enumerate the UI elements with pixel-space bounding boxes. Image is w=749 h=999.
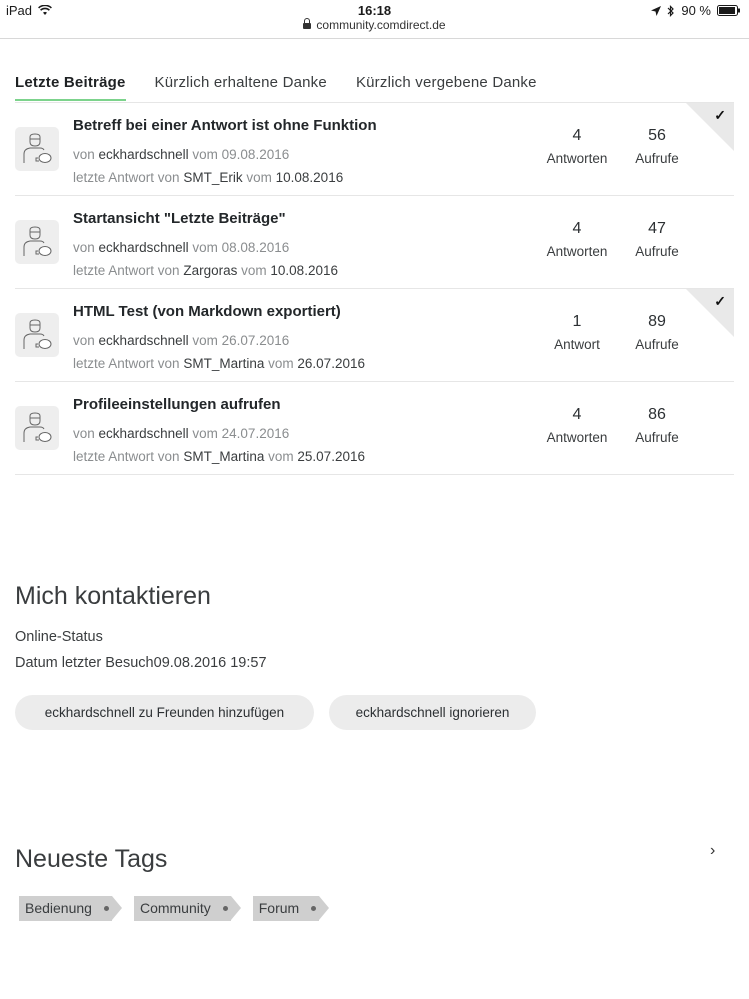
date-prefix: vom	[241, 263, 267, 278]
post-row[interactable]	[15, 381, 734, 475]
post-author-line	[73, 240, 289, 255]
post-date: 08.08.2016	[221, 240, 290, 255]
checkmark-icon: ✓	[714, 107, 726, 123]
post-title[interactable]: Betreff bei einer Antwort ist ohne Funktion	[73, 117, 377, 134]
post-author-line	[73, 147, 289, 162]
chevron-right-icon[interactable]: ›	[710, 842, 716, 859]
last-reply-prefix: letzte Antwort von	[73, 356, 180, 371]
last-reply-prefix: letzte Antwort von	[73, 449, 180, 464]
answer-number: 4	[572, 127, 582, 144]
last-reply-line	[73, 170, 343, 185]
by-prefix: von	[73, 426, 95, 441]
tag-item[interactable]	[253, 896, 319, 921]
answer-count	[532, 220, 622, 259]
view-label: Aufrufe	[635, 151, 679, 166]
post-author[interactable]: eckhardschnell	[98, 240, 189, 255]
by-prefix: von	[73, 333, 95, 348]
post-author[interactable]: eckhardschnell	[98, 426, 189, 441]
url-text: community.comdirect.de	[316, 18, 446, 32]
view-number: 56	[648, 127, 666, 144]
tag-label: Forum	[258, 900, 300, 916]
user-avatar-icon	[21, 226, 53, 258]
last-reply-author[interactable]: SMT_Martina	[183, 356, 265, 371]
date-prefix: vom	[192, 240, 218, 255]
tag-label: Community	[139, 900, 211, 916]
online-status-label: Online-Status	[15, 629, 103, 645]
last-visit-value: 09.08.2016 19:57	[153, 655, 267, 671]
last-visit	[15, 655, 267, 671]
tab-received-thanks[interactable]	[155, 74, 327, 101]
post-date: 09.08.2016	[221, 147, 290, 162]
answer-label: Antworten	[546, 430, 608, 445]
by-prefix: von	[73, 147, 95, 162]
tab-given-thanks[interactable]	[356, 74, 537, 101]
tag-hole-icon	[104, 906, 109, 911]
tags-section-title: Neueste Tags	[15, 845, 168, 873]
last-reply-date: 10.08.2016	[275, 170, 344, 185]
user-avatar-icon	[21, 319, 53, 351]
avatar	[15, 313, 59, 357]
post-title[interactable]: Startansicht "Letzte Beiträge"	[73, 210, 286, 227]
last-reply-line	[73, 449, 365, 464]
user-avatar-icon	[21, 412, 53, 444]
browser-divider	[0, 38, 749, 39]
solved-corner	[686, 289, 734, 337]
date-prefix: vom	[246, 170, 272, 185]
tab-label: Kürzlich vergebene Danke	[355, 74, 537, 91]
view-label: Aufrufe	[635, 430, 679, 445]
view-label: Aufrufe	[635, 337, 679, 352]
view-count	[612, 406, 702, 445]
avatar	[15, 406, 59, 450]
answer-number: 4	[572, 220, 582, 237]
last-reply-prefix: letzte Antwort von	[73, 263, 180, 278]
last-reply-author[interactable]: SMT_Martina	[183, 449, 265, 464]
tab-latest-posts[interactable]	[15, 74, 126, 101]
clock: 16:18	[357, 3, 392, 18]
user-avatar-icon	[21, 133, 53, 165]
last-reply-line	[73, 263, 338, 278]
post-author-line	[73, 426, 289, 441]
add-friend-button[interactable]: eckhardschnell zu Freunden hinzufügen	[15, 695, 314, 730]
avatar	[15, 220, 59, 264]
last-visit-label: Datum letzter Besuch	[15, 655, 154, 671]
answer-count	[532, 127, 622, 166]
date-prefix: vom	[192, 333, 218, 348]
view-count	[612, 220, 702, 259]
answer-number: 1	[572, 313, 582, 330]
answer-label: Antworten	[546, 244, 608, 259]
post-author[interactable]: eckhardschnell	[98, 147, 189, 162]
post-title[interactable]: HTML Test (von Markdown exportiert)	[73, 303, 341, 320]
post-list	[15, 102, 734, 475]
checkmark-icon: ✓	[714, 293, 726, 309]
view-number: 89	[648, 313, 666, 330]
solved-corner	[686, 103, 734, 151]
date-prefix: vom	[192, 147, 218, 162]
post-tabs	[15, 74, 566, 101]
last-reply-date: 26.07.2016	[297, 356, 365, 371]
answer-count	[532, 313, 622, 352]
avatar	[15, 127, 59, 171]
tag-hole-icon	[223, 906, 228, 911]
answer-label: Antworten	[546, 151, 608, 166]
last-reply-date: 25.07.2016	[297, 449, 365, 464]
by-prefix: von	[73, 240, 95, 255]
post-author[interactable]: eckhardschnell	[98, 333, 189, 348]
last-reply-prefix: letzte Antwort von	[73, 170, 180, 185]
tab-label: Letzte Beiträge	[15, 74, 126, 91]
post-author-line	[73, 333, 289, 348]
view-label: Aufrufe	[635, 244, 679, 259]
lock-icon	[303, 23, 311, 29]
contact-section-title: Mich kontaktieren	[15, 582, 211, 610]
last-reply-author[interactable]: Zargoras	[183, 263, 238, 278]
url-bar[interactable]	[0, 18, 749, 38]
tag-item[interactable]	[134, 896, 231, 921]
tag-item[interactable]	[19, 896, 112, 921]
answer-count	[532, 406, 622, 445]
post-row[interactable]	[15, 195, 734, 288]
device-label: iPad	[6, 3, 33, 18]
tag-hole-icon	[311, 906, 316, 911]
battery-icon	[717, 5, 741, 16]
ignore-user-button[interactable]: eckhardschnell ignorieren	[329, 695, 536, 730]
tag-label: Bedienung	[25, 900, 92, 916]
location-arrow-icon	[651, 6, 661, 16]
battery-percent: 90 %	[681, 3, 711, 18]
post-title[interactable]: Profileeinstellungen aufrufen	[73, 396, 281, 413]
post-row[interactable]	[15, 288, 734, 381]
tag-list	[19, 896, 341, 921]
date-prefix: vom	[268, 356, 294, 371]
bluetooth-icon	[667, 5, 675, 17]
post-date: 26.07.2016	[221, 333, 290, 348]
date-prefix: vom	[192, 426, 218, 441]
answer-label: Antwort	[554, 337, 600, 352]
last-reply-line	[73, 356, 365, 371]
view-number: 86	[648, 406, 666, 423]
view-number: 47	[648, 220, 666, 237]
date-prefix: vom	[268, 449, 294, 464]
tab-label: Kürzlich erhaltene Danke	[154, 74, 327, 91]
answer-number: 4	[572, 406, 582, 423]
post-date: 24.07.2016	[221, 426, 290, 441]
post-row[interactable]	[15, 102, 734, 195]
last-reply-author[interactable]: SMT_Erik	[183, 170, 243, 185]
last-reply-date: 10.08.2016	[270, 263, 338, 278]
